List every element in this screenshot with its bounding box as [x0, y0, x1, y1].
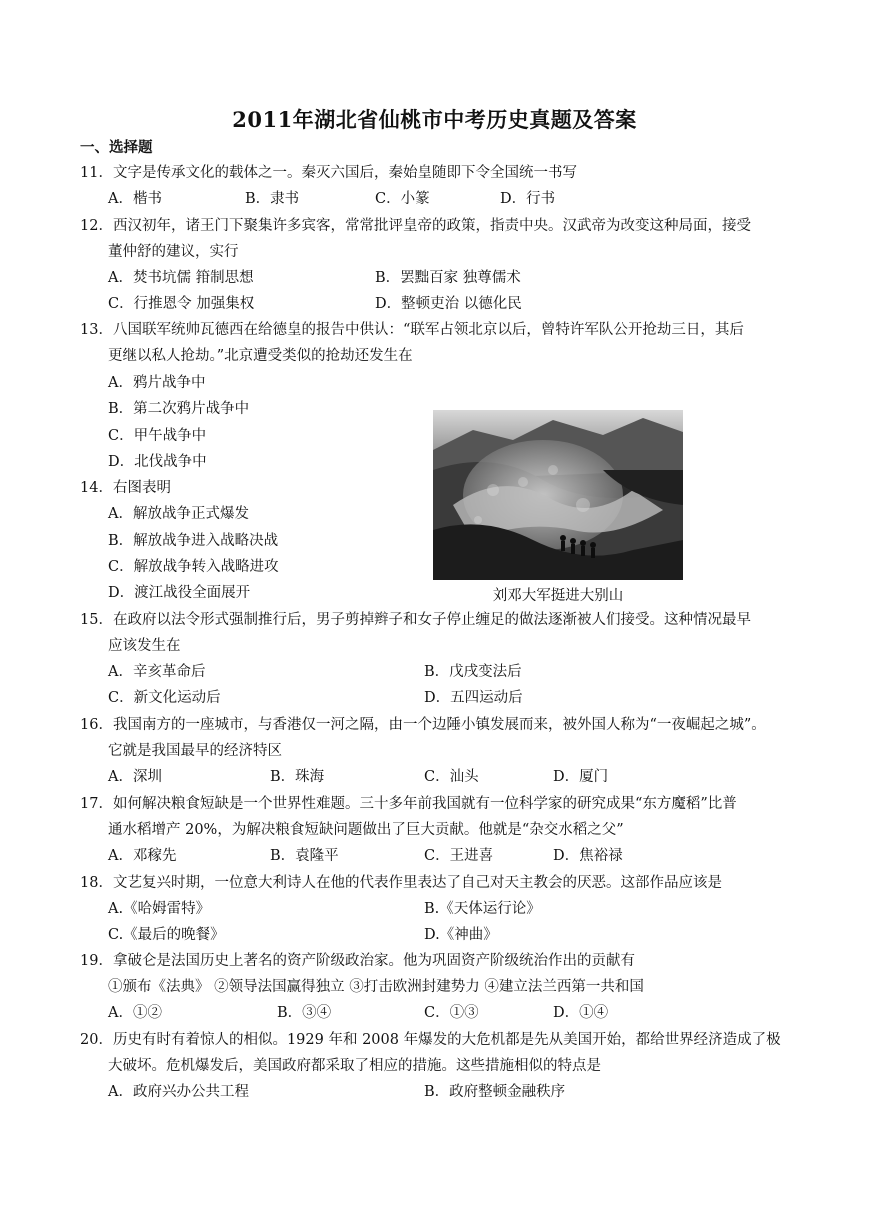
q16-option-a: A．深圳	[108, 769, 162, 785]
q11-option-d: D．行书	[500, 191, 556, 207]
q19-option-d: D．①④	[553, 1005, 609, 1021]
photo-caption: 刘邓大军挺进大别山	[492, 588, 624, 604]
q11-option-a: A．楷书	[108, 191, 162, 207]
q17-option-c: C．王进喜	[424, 848, 494, 864]
q12-option-b: B．罢黜百家 独尊儒术	[375, 270, 521, 286]
question-12-stem: 12．西汉初年，诸王门下聚集许多宾客，常常批评皇帝的政策，指责中央。汉武帝为改变这种局面，接受	[80, 218, 751, 234]
q20-option-b: B．政府整顿金融秩序	[424, 1084, 566, 1100]
q13-option-c: C．甲午战争中	[108, 428, 207, 444]
question-19-stem: 19．拿破仑是法国历史上著名的资产阶级政治家。他为巩固资产阶级统治作出的贡献有	[80, 953, 635, 969]
question-17-stem-cont: 通水稻增产 20%，为解决粮食短缺问题做出了巨大贡献。他就是“杂交水稻之父”	[108, 822, 624, 838]
q15-option-c: C．新文化运动后	[108, 690, 221, 706]
question-18-stem: 18．文艺复兴时期，一位意大利诗人在他的代表作里表达了自己对天主教会的厌恶。这部作品应该是	[80, 875, 722, 891]
q15-option-d: D．五四运动后	[424, 690, 523, 706]
q13-option-b: B．第二次鸦片战争中	[108, 401, 250, 417]
q14-option-a: A．解放战争正式爆发	[108, 506, 249, 522]
q12-option-a: A．焚书坑儒 箝制思想	[108, 270, 254, 286]
question-16-stem: 16．我国南方的一座城市，与香港仅一河之隔，由一个边陲小镇发展而来，被外国人称为“一夜崛起之城”。	[80, 717, 766, 733]
question-15-stem: 15．在政府以法令形式强制推行后，男子剪掉辫子和女子停止缠足的做法逐渐被人们接受。这种情况最早	[80, 612, 751, 628]
q18-option-d: D.《神曲》	[424, 927, 498, 943]
question-13-stem-cont: 更继以私人抢劫。”北京遭受类似的抢劫还发生在	[108, 348, 413, 364]
q20-option-a: A．政府兴办公共工程	[108, 1084, 249, 1100]
q19-option-b: B．③④	[277, 1005, 332, 1021]
historical-photo	[433, 410, 683, 580]
question-19-choices: ①颁布《法典》 ②领导法国赢得独立 ③打击欧洲封建势力 ④建立法兰西第一共和国	[108, 979, 644, 995]
page-title: 2011年湖北省仙桃市中考历史真题及答案	[232, 107, 637, 132]
q14-option-c: C．解放战争转入战略进攻	[108, 559, 279, 575]
section-heading: 一、选择题	[80, 139, 153, 156]
q11-option-b: B．隶书	[245, 191, 300, 207]
q18-option-b: B.《天体运行论》	[424, 901, 541, 917]
question-13-stem: 13．八国联军统帅瓦德西在给德皇的报告中供认：“联军占领北京以后，曾特许军队公开抢劫三日，其后	[80, 322, 744, 338]
question-16-stem-cont: 它就是我国最早的经济特区	[108, 743, 282, 759]
q18-option-c: C.《最后的晚餐》	[108, 927, 225, 943]
q19-option-c: C．①③	[424, 1005, 479, 1021]
q17-option-d: D．焦裕禄	[553, 848, 623, 864]
q12-option-d: D．整顿吏治 以德化民	[375, 296, 522, 312]
question-12-stem-cont: 董仲舒的建议，实行	[108, 244, 239, 260]
q17-option-a: A．邓稼先	[108, 848, 177, 864]
q11-option-c: C．小篆	[375, 191, 430, 207]
q14-option-b: B．解放战争进入战略决战	[108, 533, 279, 549]
q18-option-a: A.《哈姆雷特》	[108, 901, 211, 917]
q13-option-a: A．鸦片战争中	[108, 375, 206, 391]
q16-option-b: B．珠海	[270, 769, 325, 785]
q15-option-b: B．戊戌变法后	[424, 664, 522, 680]
question-20-stem: 20．历史有时有着惊人的相似。1929 年和 2008 年爆发的大危机都是先从美国开始，都给世界经济造成了极	[80, 1032, 781, 1048]
q17-option-b: B．袁隆平	[270, 848, 339, 864]
question-14-stem: 14．右图表明	[80, 480, 171, 496]
q16-option-c: C．汕头	[424, 769, 479, 785]
question-17-stem: 17．如何解决粮食短缺是一个世界性难题。三十多年前我国就有一位科学家的研究成果“东方魔稻”比普	[80, 796, 737, 812]
q15-option-a: A．辛亥革命后	[108, 664, 206, 680]
q14-option-d: D．渡江战役全面展开	[108, 585, 251, 601]
q12-option-c: C．行推恩令 加强集权	[108, 296, 255, 312]
q13-option-d: D．北伐战争中	[108, 454, 207, 470]
question-20-stem-cont: 大破坏。危机爆发后，美国政府都采取了相应的措施。这些措施相似的特点是	[108, 1058, 601, 1074]
question-15-stem-cont: 应该发生在	[108, 638, 181, 654]
q19-option-a: A．①②	[108, 1005, 162, 1021]
question-11-stem: 11．文字是传承文化的载体之一。秦灭六国后，秦始皇随即下令全国统一书写	[80, 165, 577, 181]
q16-option-d: D．厦门	[553, 769, 609, 785]
